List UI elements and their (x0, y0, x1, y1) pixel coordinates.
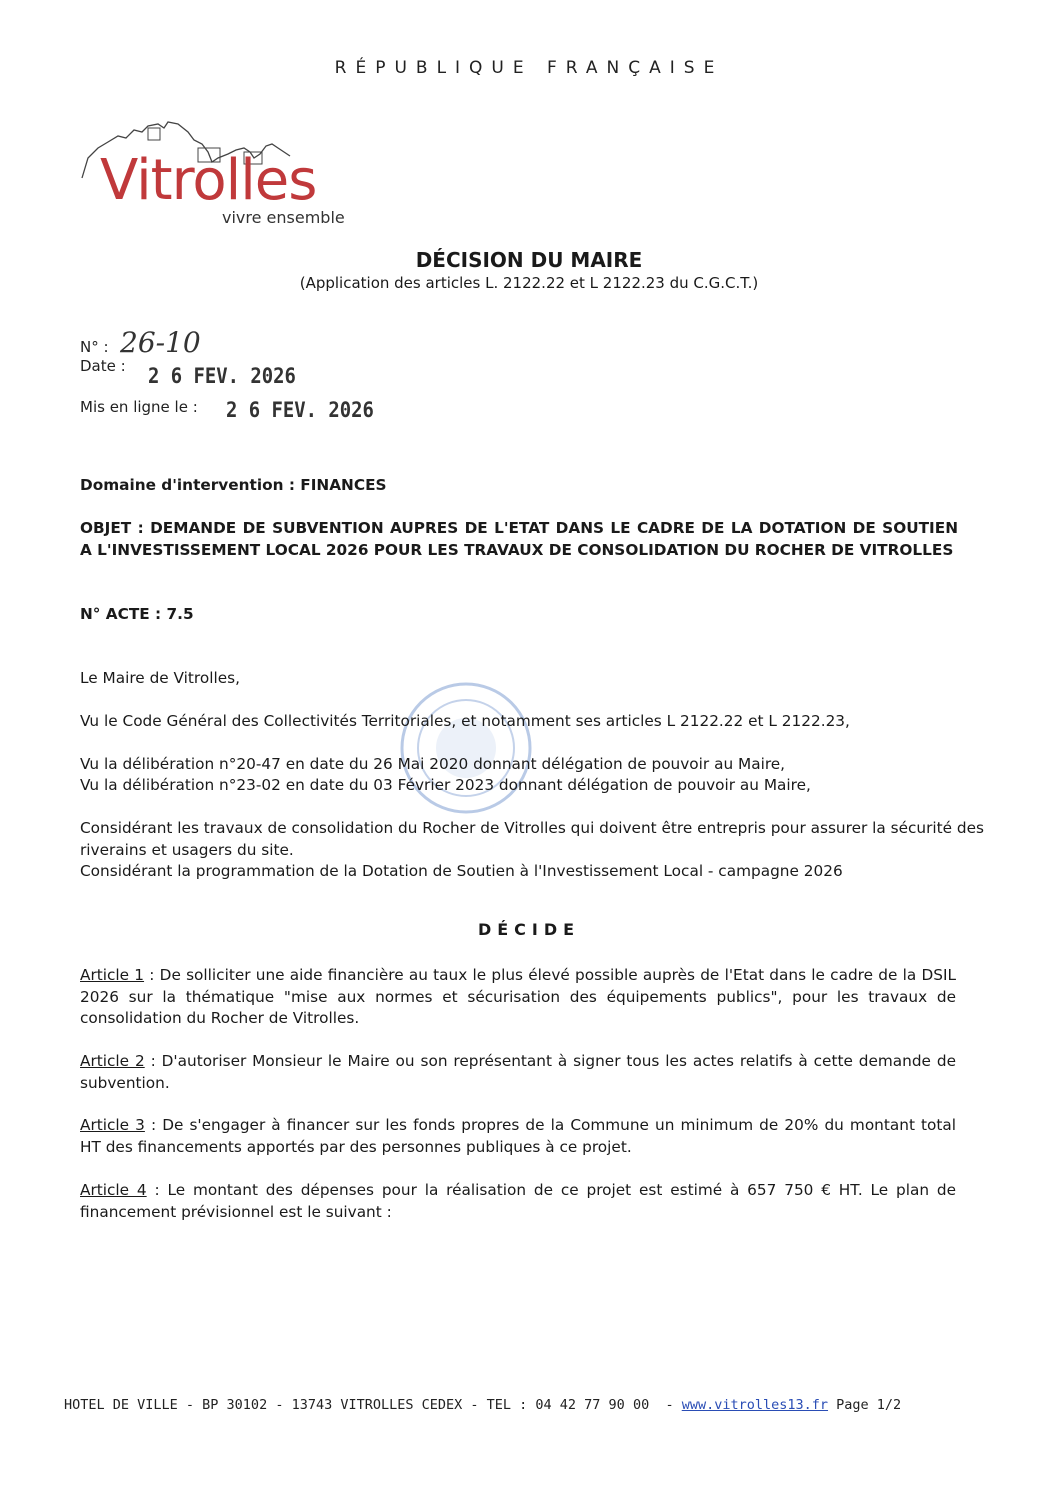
article-2-text: : D'autoriser Monsieur le Maire ou son représentant à signer tous les actes relatifs à cette demande de subvention. (80, 1052, 956, 1092)
decide-heading: DÉCIDE (477, 920, 581, 939)
date-label: Date : (80, 357, 126, 375)
date-stamp: 2 6 FEV. 2026 (148, 364, 296, 388)
article-1-text: : De solliciter une aide financière au taux le plus élevé possible auprès de l'Etat dans le cadre de la DSIL 2026 sur la thématique "mise aux normes et sécurisation des équipements publics", pour les travaux de consolidation du Rocher de Vitrolles. (80, 966, 957, 1027)
online-label: Mis en ligne le : (80, 398, 198, 416)
logo-wordmark: Vitrolles (100, 148, 317, 213)
preamble-maire: Le Maire de Vitrolles, (80, 669, 240, 687)
article-4-text: : Le montant des dépenses pour la réalisation de ce projet est estimé à 657 750 € HT. Le plan de financement prévisionnel est le suivant : (80, 1181, 956, 1221)
acte-number: N° ACTE : 7.5 (80, 605, 194, 623)
article-2-label: Article 2 (80, 1052, 145, 1070)
online-stamp: 2 6 FEV. 2026 (226, 398, 374, 422)
footer (64, 1397, 901, 1413)
domaine: Domaine d'intervention : FINANCES (80, 476, 387, 494)
article-1-label: Article 1 (80, 966, 145, 984)
objet: OBJET : DEMANDE DE SUBVENTION AUPRES DE L'ETAT DANS LE CADRE DE LA DOTATION DE SOUTIEN A L'INVESTISSEMENT LOCAL 2026 POUR LES TRAVAUX DE CONSOLIDATION DU ROCHER DE VITROLLES (80, 519, 958, 559)
mairie-seal-stamp (396, 678, 536, 818)
logo-tagline: vivre ensemble (222, 208, 345, 227)
considerant-dsil: Considérant la programmation de la Dotation de Soutien à l'Investissement Local - campagne 2026 (80, 862, 843, 880)
preamble-vu-cgct: Vu le Code Général des Collectivités Territoriales, et notamment ses articles L 2122.22 et L 2122.23, (80, 712, 850, 730)
footer-address: HOTEL DE VILLE - BP 30102 - 13743 VITROLLES CEDEX - TEL : 04 42 77 90 00 - (64, 1397, 682, 1413)
footer-page-number: Page 1/2 (828, 1397, 902, 1413)
article-3 (80, 1115, 956, 1158)
article-1 (80, 965, 956, 1030)
article-4 (80, 1180, 956, 1223)
article-4-label: Article 4 (80, 1181, 147, 1199)
article-3-text: : De s'engager à financer sur les fonds propres de la Commune un minimum de 20% du montant total HT des financements apportés par des personnes publiques à ce projet. (80, 1116, 956, 1156)
footer-website-link[interactable]: www.vitrolles13.fr (681, 1397, 829, 1413)
considerant-travaux: Considérant les travaux de consolidation du Rocher de Vitrolles qui doivent être entrepris pour assurer la sécurité des riverains et usagers du site. (80, 819, 985, 859)
numero-value: 26-10 (120, 326, 201, 359)
page-subtitle: (Application des articles L. 2122.22 et L 2122.23 du C.G.C.T.) (299, 274, 759, 292)
preamble-vu-delib-2020: Vu la délibération n°20-47 en date du 26 Mai 2020 donnant délégation de pouvoir au Maire, (80, 755, 786, 773)
article-3-label: Article 3 (80, 1116, 145, 1134)
numero-label: N° : (80, 338, 109, 356)
preamble-vu-delib-2023: Vu la délibération n°23-02 en date du 03 Février 2023 donnant délégation de pouvoir au Maire, (80, 776, 811, 794)
article-2 (80, 1051, 956, 1094)
page-title: DÉCISION DU MAIRE (415, 248, 643, 272)
republique-header: RÉPUBLIQUE FRANÇAISE (334, 58, 724, 78)
